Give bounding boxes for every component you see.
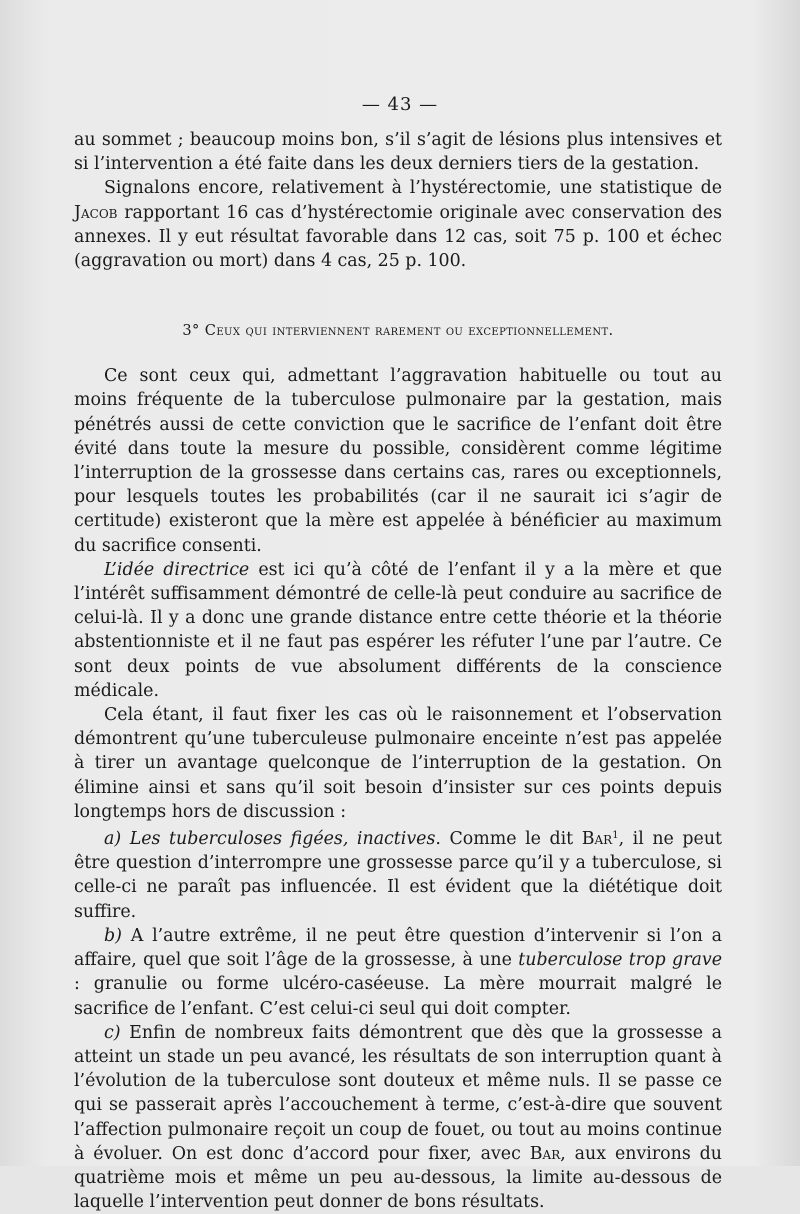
paragraph-text: , aux environs du quatrième mois et même un peu au-dessous, la limite au-dessous de laquelle l’intervention peut donner de bons résultats.	[74, 1143, 722, 1213]
paragraph-guiding-idea	[74, 558, 722, 703]
italic-term: Les tuberculoses figées, inactives	[121, 829, 436, 850]
list-label: c)	[104, 1022, 121, 1043]
page-body	[74, 128, 722, 1214]
section-heading-text: 3° Ceux qui interviennent rarement ou exceptionnellement.	[182, 322, 614, 340]
paragraph-text: rapportant 16 cas d’hystérectomie originale avec conservation des annexes. Il y eut résultat favorable dans 12 cas, soit 75 p. 100 et échec (aggravation ou mort) dans 4 cas, 25 p. 100.	[74, 202, 722, 272]
list-item-a	[74, 824, 722, 924]
list-item-c	[74, 1021, 722, 1214]
author-name: Jacob	[74, 202, 118, 223]
page-number: — 43 —	[361, 94, 439, 115]
author-name: Bar	[581, 829, 613, 850]
paragraph-text: Enfin de nombreux faits démontrent que dès que la grossesse a atteint un stade un peu avancé, les résultats de son interruption quant à l’évolution de la tuberculose sont douteux et même nuls. Il se passe ce qui se passerait après l’accouchement à terme, c’est-à-dire que souvent l’affection pulmonaire reçoit un coup de fouet, ou tout au moins continue à évoluer. On est donc d’accord pour fixer, avec	[74, 1022, 722, 1164]
footnote-marker: 1	[612, 830, 619, 842]
paragraph-text: A l’autre extrême, il ne peut être question d’intervenir si l’on a affaire, quel que soit l’âge de la grossesse, à une	[74, 925, 722, 971]
paragraph-definition: Ce sont ceux qui, admettant l’aggravation habituelle ou tout au moins fréquente de la tuberculose pulmonaire par la gestation, mais pénétrés aussi de cette conviction que le sacrifice de l’enfant doit être évité dans toute la mesure du possible, considèrent comme légitime l’interruption de la grossesse dans certains cas, rares ou exceptionnels, pour lesquels toutes les probabilités (car il ne saurait ici s’agir de certitude) existeront que la mère est appelée à bénéficier au maximum du sacrifice consenti.	[74, 366, 722, 556]
paragraph-text: , il ne peut être question d’interrompre une grossesse parce qu’il y a tuberculose, si celle-ci ne paraît pas influencée. Il est évident que la diététique doit suffire.	[74, 829, 723, 922]
paragraph-text: est ici qu’à côté de l’enfant il y a la mère et que l’intérêt suffisamment démontré de celle-là peut conduire au sacrifice de celui-là. Il y a donc une grande distance entre cette théorie et la théorie abstentionniste et il ne faut pas espérer les réfuter l’une par l’autre. Ce sont deux points de vue absolument différents de la conscience médicale.	[74, 559, 722, 701]
paragraph-hysterectomy-statistic	[74, 176, 722, 273]
paragraph-text: : granulie ou forme ulcéro-caséeuse. La mère mourrait malgré le sacrifice de l’enfant. C’est celui-ci seul qui doit compter.	[74, 974, 722, 1019]
paragraph-text: . Comme le dit	[435, 829, 582, 850]
list-item-b	[74, 924, 722, 1021]
section-heading	[74, 321, 722, 341]
italic-term: tuberculose trop grave	[518, 950, 722, 971]
paragraph-continued: au sommet ; beaucoup moins bon, s’il s’agit de lésions plus intensives et si l’intervention a été faite dans les deux derniers tiers de la gestation.	[74, 130, 722, 175]
list-label: b)	[104, 925, 122, 946]
author-name: Bar	[529, 1143, 561, 1164]
italic-term: L’idée directrice	[104, 559, 250, 580]
list-label: a)	[104, 829, 122, 850]
paragraph-cases: Cela étant, il faut fixer les cas où le raisonnement et l’observation démontrent qu’une tuberculeuse pulmonaire enceinte n’est pas appelée à tirer un avantage quelconque de l’interruption de la gestation. On élimine ainsi et sans qu’il soit besoin d’insister sur ces points depuis longtemps hors de discussion :	[74, 705, 722, 822]
paragraph-text: Signalons encore, relativement à l’hystérectomie, une statistique de	[104, 178, 722, 199]
